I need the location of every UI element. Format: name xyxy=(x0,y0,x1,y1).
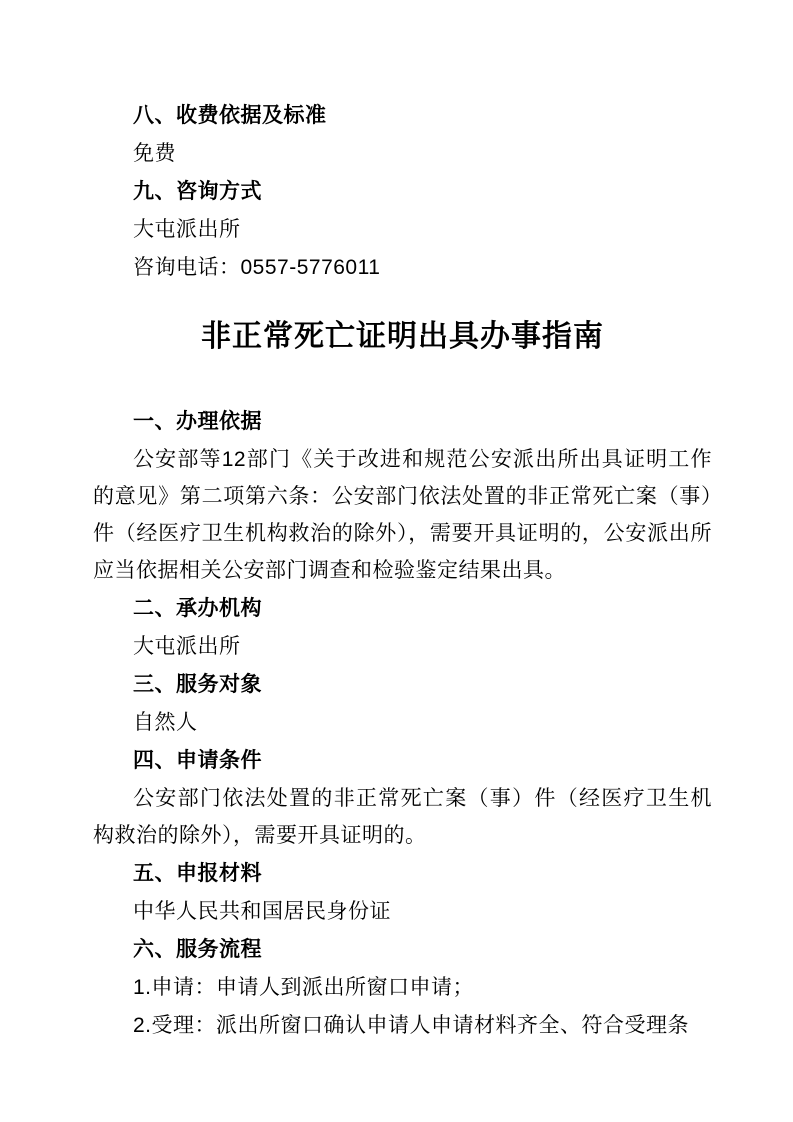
section-heading: 六、服务流程 xyxy=(133,938,262,961)
paragraph: 1.申请：申请人到派出所窗口申请； xyxy=(133,976,475,999)
paragraph: 公安部等12部门《关于改进和规范公安派出所出具证明工作的意见》第二项第六条：公安部门依法处置的非正常死亡案（事）件（经医疗卫生机构救治的除外），需要开具证明的，公安派出所应当依据相关公安部门调查和检验鉴定结果出具。 xyxy=(93,448,712,582)
section-heading: 三、服务对象 xyxy=(133,673,262,696)
document-title: 非正常死亡证明出具办事指南 xyxy=(201,320,604,353)
paragraph: 咨询电话：0557-5776011 xyxy=(133,256,381,279)
paragraph: 免费 xyxy=(133,142,176,165)
section-heading: 九、咨询方式 xyxy=(133,180,262,203)
section-heading: 二、承办机构 xyxy=(133,597,262,620)
paragraph: 中华人民共和国居民身份证 xyxy=(133,900,391,923)
document-content xyxy=(93,97,712,1044)
paragraph: 大屯派出所 xyxy=(133,635,241,658)
section-heading: 一、办理依据 xyxy=(133,410,262,433)
section-heading: 八、收费依据及标准 xyxy=(133,104,327,127)
paragraph: 公安部门依法处置的非正常死亡案（事）件（经医疗卫生机构救治的除外），需要开具证明的。 xyxy=(93,787,712,847)
section-heading: 五、申报材料 xyxy=(133,862,262,885)
section-heading: 四、申请条件 xyxy=(133,749,262,772)
paragraph: 2.受理：派出所窗口确认申请人申请材料齐全、符合受理条 xyxy=(133,1014,690,1037)
paragraph: 自然人 xyxy=(133,711,198,734)
paragraph: 大屯派出所 xyxy=(133,218,241,241)
